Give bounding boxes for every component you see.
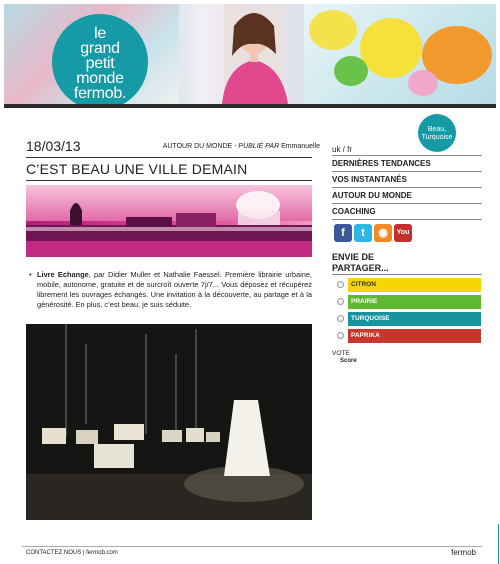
nav-item-instantanes[interactable]: VOS INSTANTANÉS <box>332 171 482 187</box>
night-library-photo <box>26 324 312 520</box>
color-radio[interactable] <box>337 281 344 288</box>
language-switch[interactable]: uk / fr <box>332 145 353 154</box>
post-category-link[interactable]: AUTOUR DU MONDE <box>162 143 233 150</box>
score-link[interactable]: Score <box>340 358 357 364</box>
header-banner <box>4 4 496 104</box>
nav-item-coaching[interactable]: COACHING <box>332 203 482 220</box>
color-option-turquoise[interactable]: TURQUOISE <box>348 312 481 326</box>
nav-item-tendances[interactable]: DERNIÈRES TENDANCES <box>332 155 482 171</box>
city-skyline-image <box>26 185 312 257</box>
post-lead: Livre Echange <box>37 270 89 279</box>
badge-line: Turquoise <box>421 134 453 141</box>
color-option-citron[interactable]: CITRON <box>348 278 481 292</box>
color-option[interactable] <box>334 294 484 310</box>
vote-button[interactable]: VOTE <box>332 350 350 357</box>
logo-line: le <box>94 25 106 42</box>
logo-line: petit <box>85 55 115 72</box>
share-heading-line: ENVIE DE <box>332 252 375 262</box>
post-date: 18/03/13 <box>26 138 81 154</box>
banner-woman-image <box>194 4 314 104</box>
logo-line: monde <box>76 70 124 87</box>
color-option-prairie[interactable]: PRAIRIE <box>348 295 481 309</box>
balloon-image <box>334 56 368 86</box>
color-poll <box>334 277 484 345</box>
balloon-image <box>309 10 357 50</box>
accent-line <box>498 524 499 564</box>
fermob-logo[interactable] <box>52 14 148 104</box>
logo-line: fermob. <box>73 85 127 102</box>
title-divider <box>26 180 312 181</box>
footer-contact[interactable]: CONTACTEZ NOUS | fermob.com <box>26 550 118 556</box>
color-option[interactable] <box>334 328 484 344</box>
facebook-icon[interactable]: f <box>334 224 352 242</box>
sidebar-nav <box>332 155 482 220</box>
badge-line: Beau, <box>427 126 447 133</box>
bullet: • <box>29 270 32 279</box>
color-option[interactable] <box>334 311 484 327</box>
youtube-icon[interactable]: You <box>394 224 412 242</box>
color-radio[interactable] <box>337 332 344 339</box>
logo-line: grand <box>80 40 120 57</box>
balloon-image <box>360 18 422 78</box>
title-divider <box>26 157 312 158</box>
balloon-image <box>408 70 438 96</box>
post-photo <box>26 324 312 520</box>
twitter-icon[interactable]: t <box>354 224 372 242</box>
nav-item-autour-du-monde[interactable]: AUTOUR DU MONDE <box>332 187 482 203</box>
header-divider <box>4 104 496 108</box>
post-title[interactable]: C’EST BEAU UNE VILLE DEMAIN <box>26 161 248 177</box>
share-divider <box>332 274 482 275</box>
rss-icon[interactable]: ◉ <box>374 224 392 242</box>
color-radio[interactable] <box>337 298 344 305</box>
color-option[interactable] <box>334 277 484 293</box>
beau-turquoise-badge[interactable] <box>418 114 456 152</box>
color-radio[interactable] <box>337 315 344 322</box>
post-body <box>29 270 312 310</box>
footer-brand-logo[interactable]: fermob <box>451 548 476 557</box>
share-heading <box>332 252 389 274</box>
post-hero-image <box>26 185 312 257</box>
page <box>4 4 496 558</box>
post-body-text: , par Didier Muller et Nathalie Faessel. Première librairie urbaine, mobile, autonome, gratuite et de surcroît ouverte 7j/7... Vous déposez et récupérez librement les ouvrages échangés. Une invitation à la découverte, au partage et à la générosité. En plus, c’est beau, je suis séduite. <box>37 270 312 309</box>
post-meta <box>163 143 320 150</box>
footer-divider <box>22 546 482 547</box>
published-by-label: - PUBLIÉ PAR <box>232 143 282 150</box>
color-option-paprika[interactable]: PAPRIKA <box>348 329 481 343</box>
post-author[interactable]: Emmanuelle <box>281 143 320 150</box>
share-heading-line: PARTAGER... <box>332 263 389 273</box>
